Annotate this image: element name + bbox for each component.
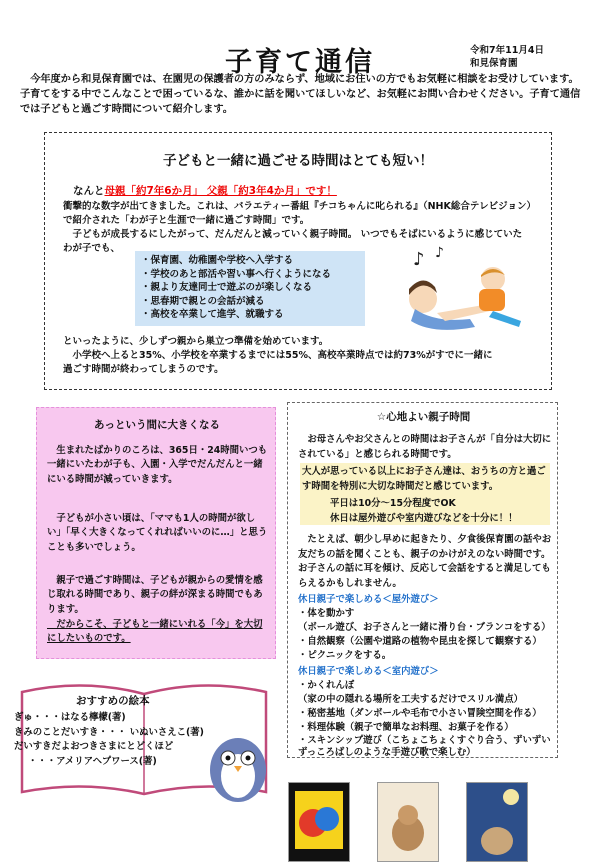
pink-paragraph-1: 生まれたばかりのころは、365日・24時間いつも一緒にいたわが子も、入園・入学でだんだんと一緒にいる時間が減っていきます。 (47, 445, 268, 485)
book-cover-daisuki (377, 782, 439, 862)
indoor-item: （家の中の隠れる場所を工夫するだけでスリル満点） (298, 694, 524, 705)
svg-text:♪: ♪ (413, 249, 425, 270)
books-heading: おすすめの絵本 (76, 695, 150, 707)
bullet-list (135, 251, 365, 326)
intro-text: 今年度から和見保育園では、在園児の保護者の方のみならず、地域にお住いの方でもお気軽に相談をお受けしています。子育てをする中でこんなことで困っているな、誰かに話を聞いてほしいなど、お気軽にお問い合わせください。子育て通信では子どもと過ごす時間について紹介します。 (20, 74, 581, 116)
main-after-3: 過ごす時間が終わってしまうのです。 (63, 364, 224, 375)
main-line-3: 子どもが成長するにしたがって、だんだんと減っていく親子時間。 いつでもそばにいるように感じていた (63, 229, 523, 240)
parent-child-illustration (375, 243, 535, 333)
outdoor-item: （ボール遊び、お子さんと一緒に滑り台・ブランコをする） (298, 622, 551, 633)
outdoor-item: ・自然観察（公園や道路の植物や昆虫を探して観察する） (298, 636, 542, 647)
pink-paragraph-3: 親子で過ごす時間は、子どもが親からの愛情を感じ取れる時間であり、親子の絆が深まる時間でもあります。 (47, 575, 263, 615)
page-title: 子育て通信 (225, 47, 375, 78)
list-item: ・思春期で親との会話が減る (141, 295, 265, 307)
list-item: ・学校のあと部活や習い事へ行くようになる (141, 268, 332, 280)
main-article (44, 132, 552, 390)
indoor-subtitle: 休日親子で楽しめる＜室内遊び＞ (298, 666, 439, 677)
indoor-item: ・かくれんぼ (298, 680, 355, 691)
main-after-1: といったように、少しずつ親から巣立つ準備を始めています。 (63, 336, 329, 347)
highlight-holiday: 休日は屋外遊びや室内遊びなどを十分に！！ (330, 513, 518, 524)
pink-paragraph-4: だからこそ、子どもと一緒にいれる「今」を大切にしたいものです。 (47, 619, 263, 645)
book-list (14, 711, 204, 769)
pink-article (36, 407, 276, 659)
main-line-4: わが子でも、 (63, 243, 121, 254)
book-cover-moon (466, 782, 528, 862)
right-article (287, 402, 558, 758)
recommended-books (14, 683, 258, 793)
svg-text:♪: ♪ (435, 245, 444, 261)
highlight-text: 大人が思っている以上にお子さん達は、おうちの方と過ごす時間を特別に大切な時間だと感じています。 (302, 466, 546, 492)
book-line: だいすきだよおつきさまにとどくほど (14, 741, 174, 752)
main-line-2: で紹介された「わが子と生涯で一緒に過ごす時間」です。 (63, 215, 310, 226)
indoor-item: ・スキンシップ遊び（こちょこちょくすぐり合う、ずいずいずっころばしのような手遊び歌で楽しむ） (298, 735, 551, 758)
list-item: ・親より友達同士で遊ぶのが楽しくなる (141, 282, 313, 293)
headline-line (73, 185, 337, 199)
outdoor-subtitle: 休日親子で楽しめる＜屋外遊び＞ (298, 594, 439, 605)
outdoor-item: ・体を動かす (298, 608, 355, 619)
main-line-1: 衝撃的な数字が出てきました。これは、バラエティー番組『チコちゃんに叱られる』（NHK総合テレビジョン） (63, 201, 536, 212)
outdoor-item: ・ピクニックをする。 (298, 650, 392, 661)
issue-date: 令和7年11月4日 (470, 45, 544, 56)
indoor-item: ・秘密基地（ダンボールや毛布で小さい冒険空間を作る） (298, 708, 542, 719)
pink-paragraph-2: 子どもが小さい頃は、「ママも1人の時間が欲しい」「早く大きくなってくれればいいのに…」と思うことも多いでしょう。 (47, 513, 268, 553)
book-line: ぎゅ・・・はなる檸檬(著) (14, 712, 126, 723)
pink-heading: あっという間に大きくなる (94, 419, 220, 431)
main-heading: 子どもと一緒に過ごせる時間はとても短い！ (163, 153, 433, 169)
list-item: ・高校を卒業して進学、就職する (141, 309, 284, 320)
highlight-box (300, 463, 550, 525)
indoor-item: ・料理体験（親子で簡単なお料理、お菓子を作る） (298, 722, 514, 733)
book-line: ・・・アメリアヘプワース(著) (28, 755, 157, 767)
date-block (470, 44, 544, 70)
book-line: きみのことだいすき・・・ いぬいさえこ(著) (14, 726, 204, 738)
headline-figures: 母親「約7年6か月」 父親「約3年4か月」です！ (104, 185, 337, 197)
highlight-weekday: 平日は10分～15分程度でOK (330, 498, 456, 509)
organization: 和見保育園 (470, 58, 518, 69)
book-cover-gyu (288, 782, 350, 862)
headline-prefix: なんと (73, 185, 105, 197)
main-after-2: 小学校へ上ると35%、小学校を卒業するまでには55%、高校卒業時点では約73%がすでに一緒に (63, 350, 493, 361)
right-heading: ☆心地よい親子時間 (376, 411, 471, 423)
list-item: ・保育園、幼稚園や学校へ入学する (141, 255, 294, 266)
right-paragraph-2: たとえば、朝少し早めに起きたり、夕食後保育園の話やお友だちの話を聞くことも、親子のかけがえのない時間です。お子さんの話に耳を傾け、反応して会話をすると満足してもらえるかもしれません。 (298, 534, 552, 589)
right-paragraph-1: お母さんやお父さんとの時間はお子さんが「自分は大切にされている」と感じられる時間です。 (298, 434, 552, 460)
